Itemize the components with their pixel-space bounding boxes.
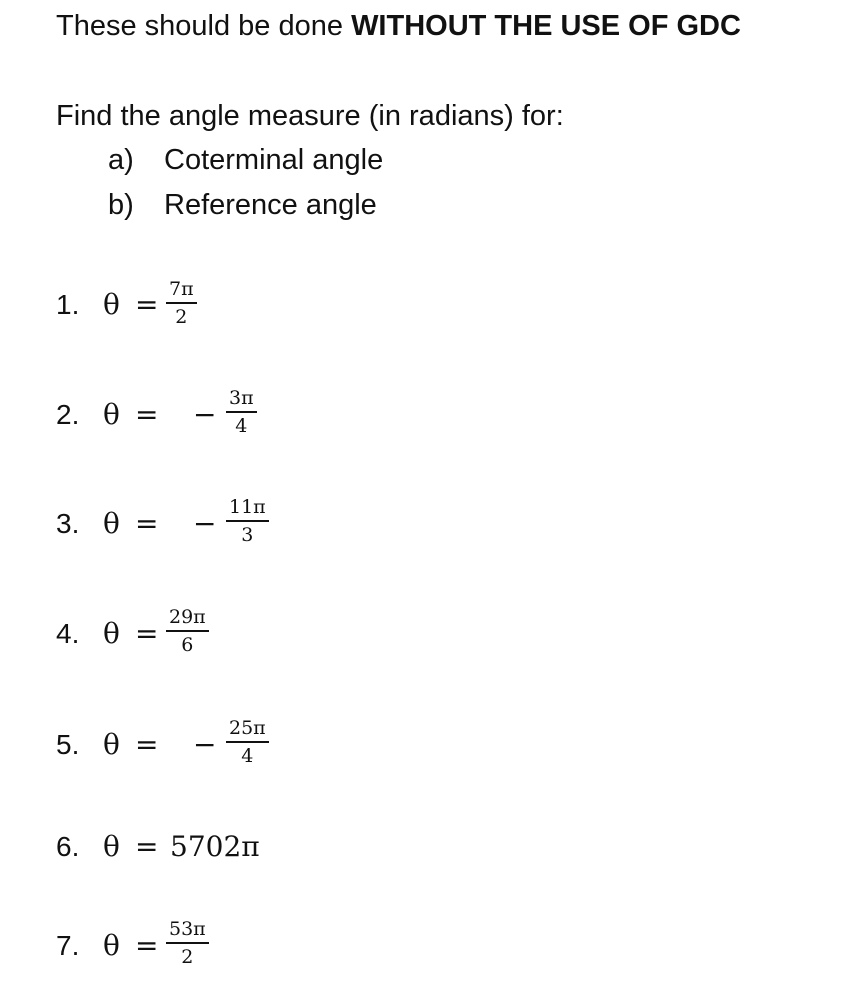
denominator: 3 bbox=[241, 523, 254, 546]
option-b bbox=[108, 185, 377, 225]
option-label: b) bbox=[108, 189, 134, 221]
angle-value: 5702π bbox=[170, 830, 260, 863]
fraction bbox=[166, 278, 197, 328]
problem-number: 6. bbox=[56, 831, 80, 862]
minus-sign: − bbox=[193, 507, 217, 540]
equals-sign: = bbox=[135, 728, 159, 761]
numerator: 29π bbox=[169, 606, 206, 628]
fraction-bar bbox=[166, 630, 209, 632]
option-label: a) bbox=[108, 144, 134, 176]
equals-sign: = bbox=[135, 398, 159, 431]
theta-symbol: θ bbox=[103, 728, 120, 761]
denominator: 2 bbox=[175, 305, 188, 328]
instruction-prompt: Find the angle measure (in radians) for: bbox=[56, 100, 564, 132]
numerator: 11π bbox=[229, 496, 266, 518]
equals-sign: = bbox=[135, 929, 159, 962]
theta-symbol: θ bbox=[103, 398, 120, 431]
fraction bbox=[166, 918, 209, 968]
problem-number: 4. bbox=[56, 618, 80, 649]
equals-sign: = bbox=[135, 288, 159, 321]
fraction bbox=[226, 387, 257, 437]
minus-sign: − bbox=[193, 728, 217, 761]
numerator: 7π bbox=[169, 278, 194, 300]
fraction-bar bbox=[166, 942, 209, 944]
option-text: Coterminal angle bbox=[164, 144, 384, 176]
numerator: 53π bbox=[169, 918, 206, 940]
denominator: 4 bbox=[235, 414, 248, 437]
minus-sign: − bbox=[193, 398, 217, 431]
intro-text: These should be done bbox=[56, 10, 352, 42]
fraction-bar bbox=[226, 741, 269, 743]
fraction bbox=[226, 496, 269, 546]
problem-number: 5. bbox=[56, 729, 80, 760]
fraction bbox=[226, 717, 269, 767]
denominator: 2 bbox=[181, 945, 194, 968]
theta-symbol: θ bbox=[103, 929, 120, 962]
problem-number: 1. bbox=[56, 289, 80, 320]
problem-number: 2. bbox=[56, 399, 80, 430]
denominator: 4 bbox=[241, 744, 254, 767]
denominator: 6 bbox=[181, 633, 194, 656]
fraction-bar bbox=[166, 302, 197, 304]
intro-line bbox=[56, 6, 741, 46]
theta-symbol: θ bbox=[103, 507, 120, 540]
equals-sign: = bbox=[135, 617, 159, 650]
fraction-bar bbox=[226, 411, 257, 413]
numerator: 3π bbox=[229, 387, 254, 409]
option-a bbox=[108, 140, 383, 180]
problem-number: 7. bbox=[56, 930, 80, 961]
intro-bold: WITHOUT THE USE OF GDC bbox=[351, 10, 741, 42]
option-text: Reference angle bbox=[164, 189, 377, 221]
fraction bbox=[166, 606, 209, 656]
numerator: 25π bbox=[229, 717, 266, 739]
fraction-bar bbox=[226, 520, 269, 522]
equals-sign: = bbox=[135, 830, 159, 863]
equals-sign: = bbox=[135, 507, 159, 540]
problem-number: 3. bbox=[56, 508, 80, 539]
theta-symbol: θ bbox=[103, 830, 120, 863]
theta-symbol: θ bbox=[103, 288, 120, 321]
theta-symbol: θ bbox=[103, 617, 120, 650]
